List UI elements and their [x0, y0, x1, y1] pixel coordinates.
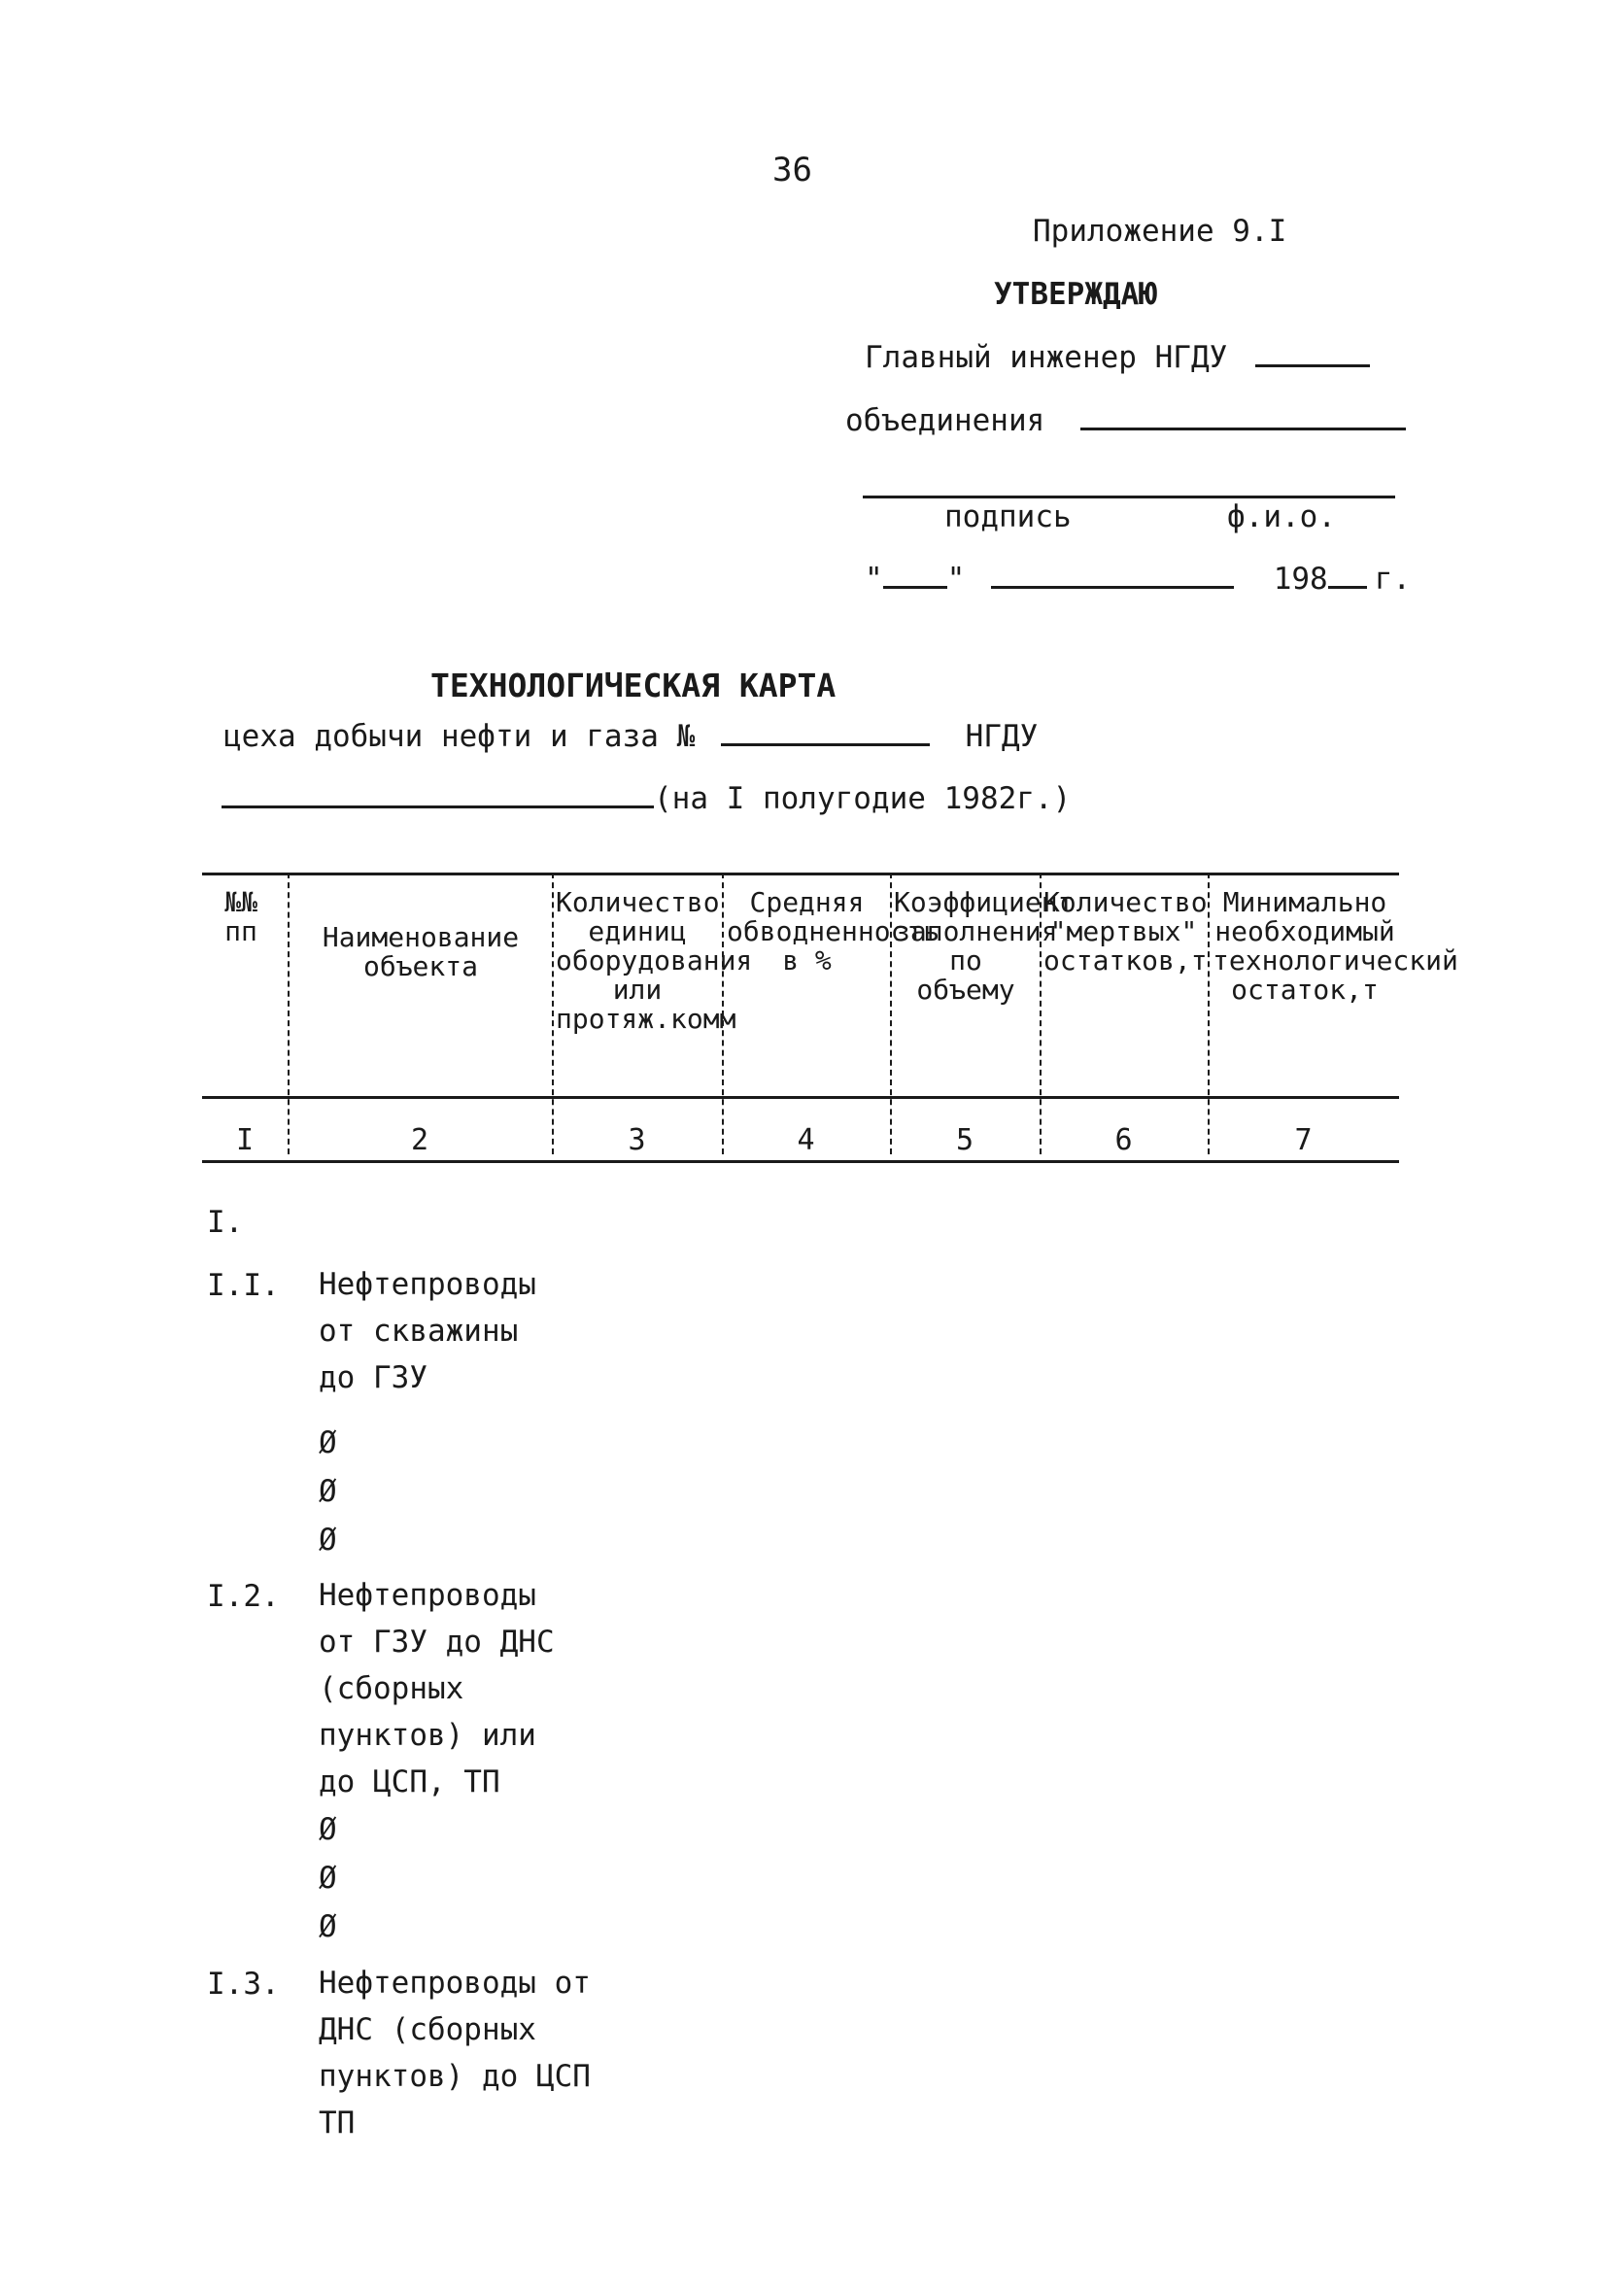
diameter-mark: Ø	[319, 1425, 337, 1460]
diameter-mark: Ø	[319, 1474, 337, 1509]
date-line: " " 198 г.	[865, 562, 1412, 597]
colnum-4: 4	[797, 1123, 815, 1157]
appendix-label: Приложение 9.I	[1033, 214, 1287, 249]
title-line3: (на I полугодие 1982г.)	[222, 781, 1071, 816]
diameter-mark: Ø	[319, 1861, 337, 1896]
page-number: 36	[772, 151, 812, 189]
section-1-3-num: I.3.	[207, 1967, 280, 2002]
signature-line	[863, 496, 1395, 498]
chief-engineer-label: Главный инженер НГДУ	[865, 340, 1370, 375]
col-sep-6	[1208, 873, 1210, 1154]
table-bottom-rule	[202, 1160, 1399, 1163]
association-label: объединения	[845, 403, 1406, 438]
signature-label: подпись	[944, 499, 1072, 534]
month-blank	[991, 586, 1234, 589]
diameter-mark: Ø	[319, 1909, 337, 1944]
diameter-mark: Ø	[319, 1812, 337, 1847]
col-sep-2	[552, 873, 554, 1154]
table-header-rule	[202, 1096, 1399, 1099]
header-num: №№ пп	[224, 886, 257, 947]
colnum-5: 5	[955, 1123, 974, 1157]
workshop-blank	[721, 743, 930, 746]
title-line2: цеха добычи нефти и газа № НГДУ	[223, 719, 1039, 754]
fio-label: ф.и.о.	[1227, 499, 1336, 534]
diameter-mark: Ø	[319, 1523, 337, 1558]
colnum-3: 3	[628, 1123, 646, 1157]
table-top-rule	[202, 873, 1399, 875]
header-fill-coeff: Коэффициент заполнения по объему	[894, 886, 1075, 1006]
colnum-2: 2	[410, 1123, 429, 1157]
colnum-6: 6	[1114, 1123, 1133, 1157]
year-blank	[1328, 586, 1367, 589]
col-sep-1	[288, 873, 290, 1154]
doc-title: ТЕХНОЛОГИЧЕСКАЯ КАРТА	[430, 667, 837, 704]
header-min-residue: Минимально необходимый технологический остаток,т	[1213, 886, 1458, 1006]
association-blank	[1080, 428, 1406, 430]
ngdu-blank	[1255, 364, 1370, 367]
header-name: Наименование объекта	[322, 921, 520, 982]
section-1-3-text: Нефтепроводы от ДНС (сборных пунктов) до ЦСП ТП	[319, 1966, 591, 2141]
section-1-2-text: Нефтепроводы от ГЗУ до ДНС (сборных пунктов) или до ЦСП, ТП	[319, 1578, 555, 1799]
section-1-num: I.	[207, 1205, 244, 1240]
day-blank	[883, 586, 947, 589]
header-dead-residue: Количество "мертвых" остатков,т	[1043, 886, 1208, 977]
colnum-7: 7	[1294, 1123, 1313, 1157]
section-1-1-text: Нефтепроводы от скважины до ГЗУ	[319, 1267, 536, 1395]
ngdu-name-blank	[222, 805, 654, 808]
colnum-1: I	[235, 1123, 255, 1157]
approve-heading: УТВЕРЖДАЮ	[994, 277, 1157, 312]
tech-table	[202, 873, 1458, 1164]
section-1-1-num: I.I.	[207, 1268, 280, 1303]
header-quantity: Количество единиц оборудования или протяж.комм	[556, 886, 753, 1035]
header-water-cut: Средняя обводненность в %	[727, 886, 940, 977]
section-1-2-num: I.2.	[207, 1579, 280, 1614]
